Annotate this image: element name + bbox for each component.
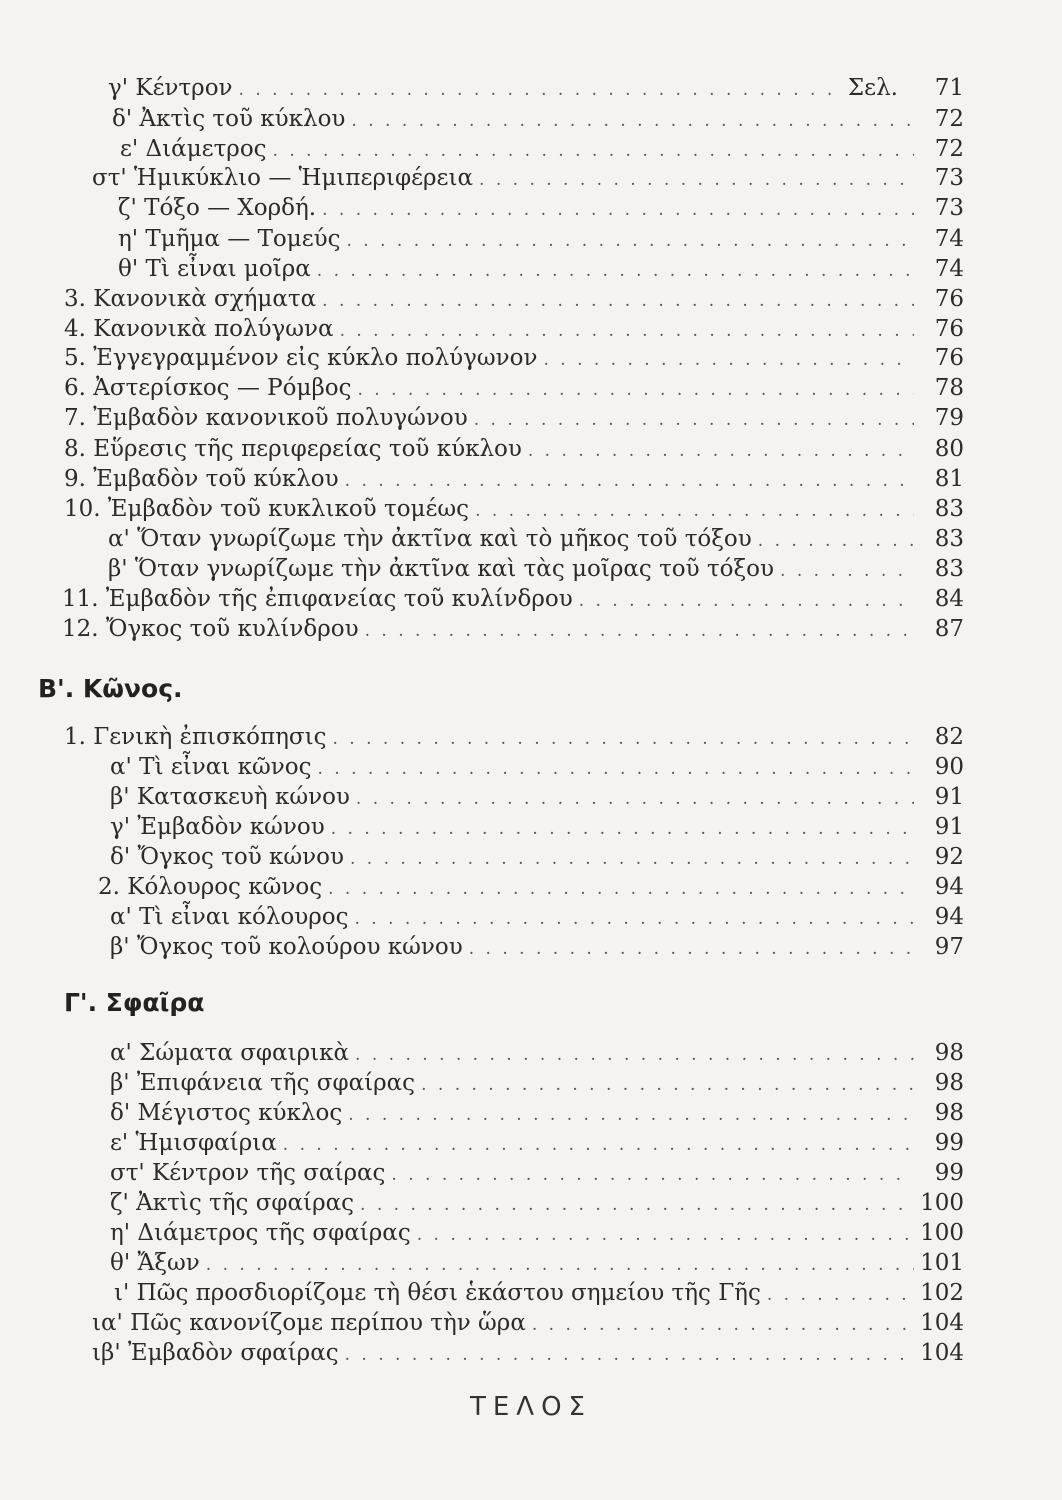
toc-page-number: 92 bbox=[934, 844, 964, 870]
toc-page-number: 81 bbox=[934, 466, 964, 492]
toc-row bbox=[64, 403, 964, 433]
toc-entry-label: δ' Μέγιστος κύκλος bbox=[110, 1100, 343, 1126]
toc-page-number: 83 bbox=[934, 556, 964, 582]
toc-row bbox=[64, 464, 964, 494]
toc-entry-label: γ' Ἐμβαδὸν κώνου bbox=[110, 814, 325, 840]
toc-row bbox=[98, 872, 964, 902]
dot-leader bbox=[333, 724, 915, 754]
toc-page-number: 99 bbox=[934, 1130, 964, 1156]
dot-leader bbox=[351, 106, 914, 136]
toc-page-number: 80 bbox=[934, 436, 964, 462]
toc-row bbox=[64, 284, 964, 314]
toc-page-number: 83 bbox=[934, 526, 964, 552]
dot-leader bbox=[780, 556, 914, 586]
toc-entry-label: ι' Πῶς προσδιορίζομε τὴ θέσι ἑκάστου σημείου τῆς Γῆς bbox=[114, 1280, 761, 1306]
toc-entry-label: η' Διάμετρος τῆς σφαίρας bbox=[110, 1220, 411, 1246]
toc-entry-label: 12. Ὄγκος τοῦ κυλίνδρου bbox=[62, 616, 359, 642]
toc-page-number: 78 bbox=[934, 375, 964, 401]
toc-row bbox=[64, 314, 964, 344]
toc-entry-label: 8. Εὕρεσις τῆς περιφερείας τοῦ κύκλου bbox=[64, 436, 522, 462]
toc-page-number: 97 bbox=[934, 934, 964, 960]
toc-page-number: 87 bbox=[934, 616, 964, 642]
dot-leader bbox=[532, 1310, 914, 1340]
dot-leader bbox=[474, 405, 914, 435]
toc-page-number: 82 bbox=[934, 724, 964, 750]
dot-leader bbox=[328, 874, 914, 904]
toc-entry-label: ζ' Ἀκτὶς τῆς σφαίρας bbox=[110, 1190, 355, 1216]
toc-entry-label: 11. Ἐμβαδὸν τῆς ἐπιφανείας τοῦ κυλίνδρου bbox=[62, 586, 573, 612]
section-heading-cone: Β'. Κῶνος. bbox=[38, 674, 183, 703]
toc-page-number: 74 bbox=[934, 226, 964, 252]
toc-entry-label: 3. Κανονικὰ σχήματα bbox=[64, 286, 317, 312]
toc-row bbox=[120, 134, 964, 164]
toc-entry-label: α' Ὅταν γνωρίζωμε τὴν ἀκτῖνα καὶ τὸ μῆκος τοῦ τόξου bbox=[108, 526, 752, 552]
toc-page-number: 72 bbox=[934, 136, 964, 162]
dot-leader bbox=[239, 75, 842, 105]
toc-page-number: 91 bbox=[934, 784, 964, 810]
toc-entry-label: α' Τὶ εἶναι κόλουρος bbox=[110, 904, 349, 930]
dot-leader bbox=[360, 1190, 914, 1220]
toc-entry-label: η' Τμῆμα — Τομεύς bbox=[118, 226, 341, 252]
section-heading-sphere: Γ'. Σφαῖρα bbox=[64, 988, 205, 1017]
toc-entry-label: 1. Γενικὴ ἐπισκόπησις bbox=[64, 724, 327, 750]
toc-row bbox=[118, 224, 964, 254]
toc-row bbox=[114, 1278, 964, 1308]
dot-leader bbox=[355, 1040, 914, 1070]
toc-row bbox=[92, 1338, 964, 1368]
toc-page-number: 73 bbox=[934, 195, 964, 221]
dot-leader bbox=[206, 1250, 914, 1280]
dot-leader bbox=[345, 1340, 914, 1370]
dot-leader bbox=[469, 934, 914, 964]
toc-page-number: 76 bbox=[934, 345, 964, 371]
toc-row bbox=[62, 584, 964, 614]
dot-leader bbox=[322, 195, 914, 225]
dot-leader bbox=[758, 526, 914, 556]
toc-page-number: 98 bbox=[934, 1040, 964, 1066]
page-abbrev-label: Σελ. bbox=[847, 75, 898, 101]
toc-page-number: 91 bbox=[934, 814, 964, 840]
toc-page-number: 100 bbox=[920, 1220, 964, 1246]
toc-page-number: 100 bbox=[920, 1190, 964, 1216]
toc-page-number: 94 bbox=[934, 904, 964, 930]
toc-row bbox=[108, 73, 964, 103]
dot-leader bbox=[348, 1100, 914, 1130]
toc-row bbox=[110, 1218, 964, 1248]
toc-row bbox=[118, 254, 964, 284]
toc-row bbox=[110, 1158, 964, 1188]
toc-row bbox=[110, 1128, 964, 1158]
toc-entry-label: β' Ὄγκος τοῦ κολούρου κώνου bbox=[110, 934, 463, 960]
dot-leader bbox=[356, 784, 914, 814]
toc-entry-label: ε' Διάμετρος bbox=[120, 136, 267, 162]
toc-row bbox=[110, 1188, 964, 1218]
toc-row bbox=[110, 1248, 964, 1278]
toc-page-number: 102 bbox=[920, 1280, 964, 1306]
toc-entry-label: 4. Κανονικὰ πολύγωνα bbox=[64, 316, 334, 342]
toc-entry-label: δ' Ὄγκος τοῦ κώνου bbox=[110, 844, 344, 870]
toc-page-number: 104 bbox=[920, 1310, 964, 1336]
toc-page-number: 94 bbox=[934, 874, 964, 900]
toc-row bbox=[110, 752, 964, 782]
toc-page-number: 90 bbox=[934, 754, 964, 780]
toc-entry-label: γ' Κέντρον bbox=[108, 75, 233, 101]
dot-leader bbox=[475, 496, 914, 526]
dot-leader bbox=[283, 1130, 914, 1160]
toc-entry-label: α' Τὶ εἶναι κῶνος bbox=[110, 754, 312, 780]
toc-entry-label: 9. Ἐμβαδὸν τοῦ κύκλου bbox=[64, 466, 339, 492]
dot-leader bbox=[355, 904, 915, 934]
dot-leader bbox=[347, 226, 915, 256]
toc-entry-label: θ' Τὶ εἶναι μοῖρα bbox=[118, 256, 311, 282]
toc-page-number: 83 bbox=[934, 496, 964, 522]
toc-entry-label: 10. Ἐμβαδὸν τοῦ κυκλικοῦ τομέως bbox=[64, 496, 470, 522]
toc-page-number: 99 bbox=[934, 1160, 964, 1186]
dot-leader bbox=[340, 316, 914, 346]
toc-row bbox=[92, 163, 964, 193]
toc-row bbox=[112, 104, 964, 134]
toc-row bbox=[110, 842, 964, 872]
toc-row bbox=[64, 434, 964, 464]
dot-leader bbox=[331, 814, 914, 844]
dot-leader bbox=[317, 256, 914, 286]
toc-page-number: 71 bbox=[934, 75, 964, 101]
dot-leader bbox=[391, 1160, 914, 1190]
toc-entry-label: 6. Ἀστερίσκος — Ρόμβος bbox=[64, 375, 352, 401]
toc-row bbox=[118, 193, 964, 223]
toc-page-number: 104 bbox=[920, 1340, 964, 1366]
toc-entry-label: β' Ἐπιφάνεια τῆς σφαίρας bbox=[110, 1070, 416, 1096]
toc-row bbox=[64, 343, 964, 373]
toc-row bbox=[110, 932, 964, 962]
dot-leader bbox=[357, 375, 914, 405]
dot-leader bbox=[345, 466, 914, 496]
toc-page-number: 84 bbox=[934, 586, 964, 612]
toc-entry-label: στ' Κέντρον τῆς σαίρας bbox=[110, 1160, 386, 1186]
toc-row bbox=[110, 782, 964, 812]
dot-leader bbox=[417, 1220, 914, 1250]
toc-entry-label: δ' Ἀκτὶς τοῦ κύκλου bbox=[112, 106, 346, 132]
dot-leader bbox=[767, 1280, 914, 1310]
dot-leader bbox=[479, 165, 914, 195]
toc-row bbox=[110, 812, 964, 842]
toc-row bbox=[110, 1038, 964, 1068]
toc-row bbox=[62, 614, 964, 644]
dot-leader bbox=[273, 136, 914, 166]
toc-page-number: 79 bbox=[934, 405, 964, 431]
toc-row bbox=[64, 494, 964, 524]
toc-page-number: 101 bbox=[920, 1250, 964, 1276]
toc-entry-label: 7. Ἐμβαδὸν κανονικοῦ πολυγώνου bbox=[64, 405, 468, 431]
dot-leader bbox=[322, 286, 914, 316]
dot-leader bbox=[421, 1070, 914, 1100]
toc-entry-label: ια' Πῶς κανονίζομε περίπου τὴν ὥρα bbox=[92, 1310, 526, 1336]
toc-entry-label: ε' Ἡμισφαίρια bbox=[110, 1130, 277, 1156]
toc-entry-label: β' Ὅταν γνωρίζωμε τὴν ἀκτῖνα καὶ τὰς μοῖρας τοῦ τόξου bbox=[108, 556, 775, 582]
toc-row bbox=[92, 1308, 964, 1338]
dot-leader bbox=[350, 844, 914, 874]
toc-page-number: 72 bbox=[934, 106, 964, 132]
toc-entry-label: α' Σώματα σφαιρικὰ bbox=[110, 1040, 350, 1066]
toc-entry-label: 2. Κόλουρος κῶνος bbox=[98, 874, 323, 900]
toc-row bbox=[64, 722, 964, 752]
dot-leader bbox=[317, 754, 914, 784]
toc-page-number: 76 bbox=[934, 286, 964, 312]
toc-entry-label: 5. Ἐγγεγραμμένον εἰς κύκλο πολύγωνον bbox=[64, 345, 538, 371]
toc-row bbox=[64, 373, 964, 403]
toc-entry-label: β' Κατασκευὴ κώνου bbox=[110, 784, 350, 810]
toc-page-number: 98 bbox=[934, 1070, 964, 1096]
toc-row bbox=[110, 902, 964, 932]
toc-row bbox=[110, 1098, 964, 1128]
toc-entry-label: ζ' Τόξο — Χορδή. bbox=[118, 195, 317, 221]
toc-entry-label: ιβ' Ἐμβαδὸν σφαίρας bbox=[92, 1340, 339, 1366]
dot-leader bbox=[365, 616, 914, 646]
toc-row bbox=[108, 524, 964, 554]
end-marker: ΤΕΛΟΣ bbox=[470, 1392, 592, 1422]
toc-page-number: 76 bbox=[934, 316, 964, 342]
toc-page-number: 98 bbox=[934, 1100, 964, 1126]
toc-entry-label: θ' Ἄξων bbox=[110, 1250, 200, 1276]
dot-leader bbox=[579, 586, 914, 616]
dot-leader bbox=[528, 436, 914, 466]
toc-row bbox=[110, 1068, 964, 1098]
toc-entry-label: στ' Ἡμικύκλιο — Ἡμιπεριφέρεια bbox=[92, 165, 474, 191]
toc-page-number: 74 bbox=[934, 256, 964, 282]
toc-row bbox=[108, 554, 964, 584]
toc-page-number: 73 bbox=[934, 165, 964, 191]
dot-leader bbox=[543, 345, 914, 375]
